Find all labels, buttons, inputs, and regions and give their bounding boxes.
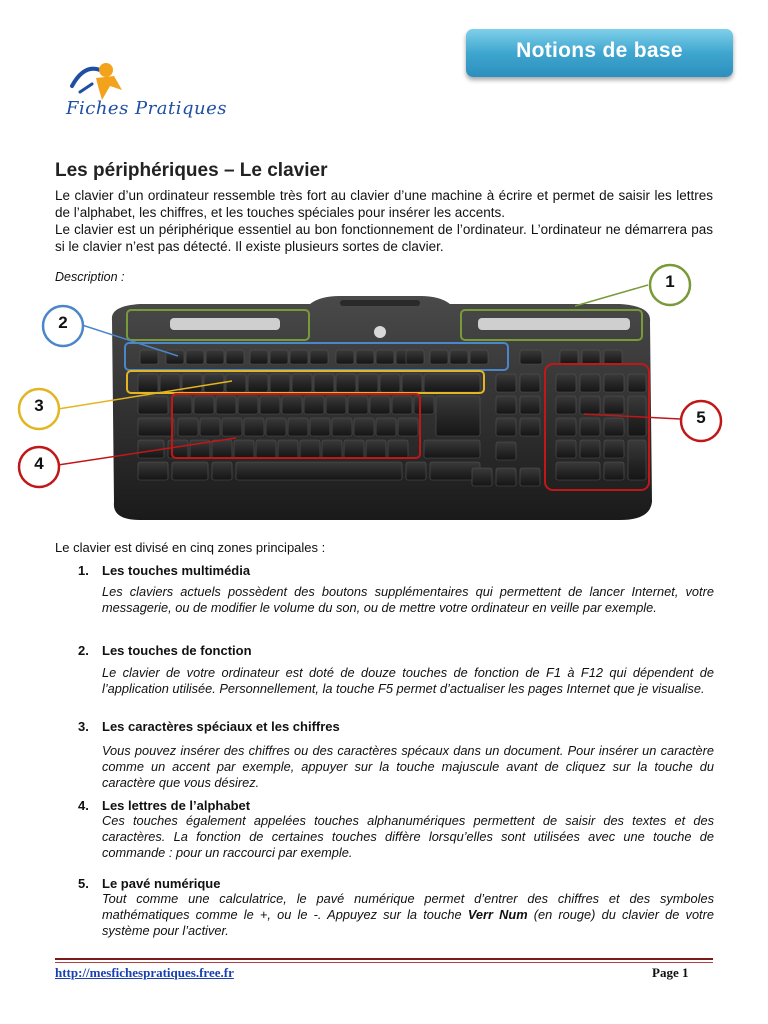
item-1-text: Les claviers actuels possèdent des boutons supplémentaires qui permettent de lancer Internet, votre messagerie, ou de modifier le volume du son, ou de mettre votre ordinateur en veille par exemple.: [102, 584, 714, 615]
item-3-number: 3.: [78, 719, 89, 734]
item-1-title: Les touches multimédia: [102, 563, 251, 578]
item-1-number: 1.: [78, 563, 89, 578]
logo-text: Fiches Pratiques: [66, 98, 227, 119]
zone-2-outline: [125, 343, 508, 370]
footer-divider: [55, 958, 713, 960]
intro-paragraph-2: Le clavier est un périphérique essentiel au bon fonctionnement de l’ordinateur. L’ordinateur ne démarrera pas si le clavier n’est pas détecté. Il existe plusieurs sortes de clavier.: [55, 222, 713, 254]
item-5-text-before: Tout comme une calculatrice, le pavé numérique permet d’entrer des chiffres et des symboles mathématiques comme le +, ou le -. Appuyez sur la touche: [102, 891, 714, 922]
item-5-text-bold: Verr Num: [467, 907, 528, 922]
item-2-number: 2.: [78, 643, 89, 658]
item-4-number: 4.: [78, 798, 89, 813]
item-5-number: 5.: [78, 876, 89, 891]
zone-1-left-outline: [127, 310, 309, 340]
footer-website-link[interactable]: http://mesfichespratiques.free.fr: [55, 965, 234, 980]
item-2-title: Les touches de fonction: [102, 643, 252, 658]
callout-2-label: 2: [58, 313, 68, 332]
page-title: Les périphériques – Le clavier: [55, 160, 328, 181]
callout-3-label: 3: [34, 396, 44, 415]
callout-4-pointer: [58, 438, 236, 465]
item-3-text: Vous pouvez insérer des chiffres ou des caractères spécaux dans un document. Pour insérer un caractère comme un accent par exemple, appuyer sur la touche majuscule avant de cliquez sur la touche du caractère que vous désirez.: [102, 743, 714, 790]
callout-5-pointer: [584, 414, 680, 419]
section-badge: Notions de base: [466, 29, 733, 77]
item-3-heading: [78, 719, 340, 734]
callout-1-label: 1: [665, 272, 675, 291]
footer-divider-thin: [55, 962, 713, 963]
item-5-heading: [78, 876, 220, 891]
zones-intro: Le clavier est divisé en cinq zones principales :: [55, 540, 326, 555]
item-1-heading: [78, 563, 250, 578]
item-4-title: Les lettres de l’alphabet: [102, 798, 251, 813]
page-number: Page 1: [652, 965, 689, 980]
item-2-heading: [78, 643, 252, 658]
item-4-heading: [78, 798, 250, 813]
intro-paragraph-1: Le clavier d’un ordinateur ressemble très fort au clavier d’une machine à écrire et permet de saisir les lettres de l’alphabet, les chiffres, et les touches spéciales pour insérer les accents.: [55, 188, 713, 220]
zone-1-right-outline: [461, 310, 642, 340]
item-5-text-after: (en rouge) du clavier de votre système pour l’activer.: [102, 907, 714, 938]
zone-5-outline: [545, 364, 649, 490]
item-5-text: [102, 891, 714, 939]
callout-5-label: 5: [696, 408, 706, 427]
description-label: Description :: [55, 270, 125, 284]
callout-1-pointer: [575, 285, 648, 306]
item-2-text: Le clavier de votre ordinateur est doté de douze touches de fonction de F1 à F12 qui dépendent de l’application utilisée. Personnellement, la touche F5 permet d’actualiser les pages Internet que je visualise.: [102, 665, 714, 696]
item-3-title: Les caractères spéciaux et les chiffres: [102, 719, 340, 734]
item-5-title: Le pavé numérique: [102, 876, 221, 891]
callout-4-label: 4: [34, 454, 44, 473]
zone-4-outline: [172, 394, 420, 458]
item-4-text: Ces touches également appelées touches alphanumériques permettent de saisir des textes et des caractères. La fonction de certaines touches diffère lorsqu’elles sont utilisées avec une touche de commande : pour un raccourci par exemple.: [102, 813, 714, 860]
